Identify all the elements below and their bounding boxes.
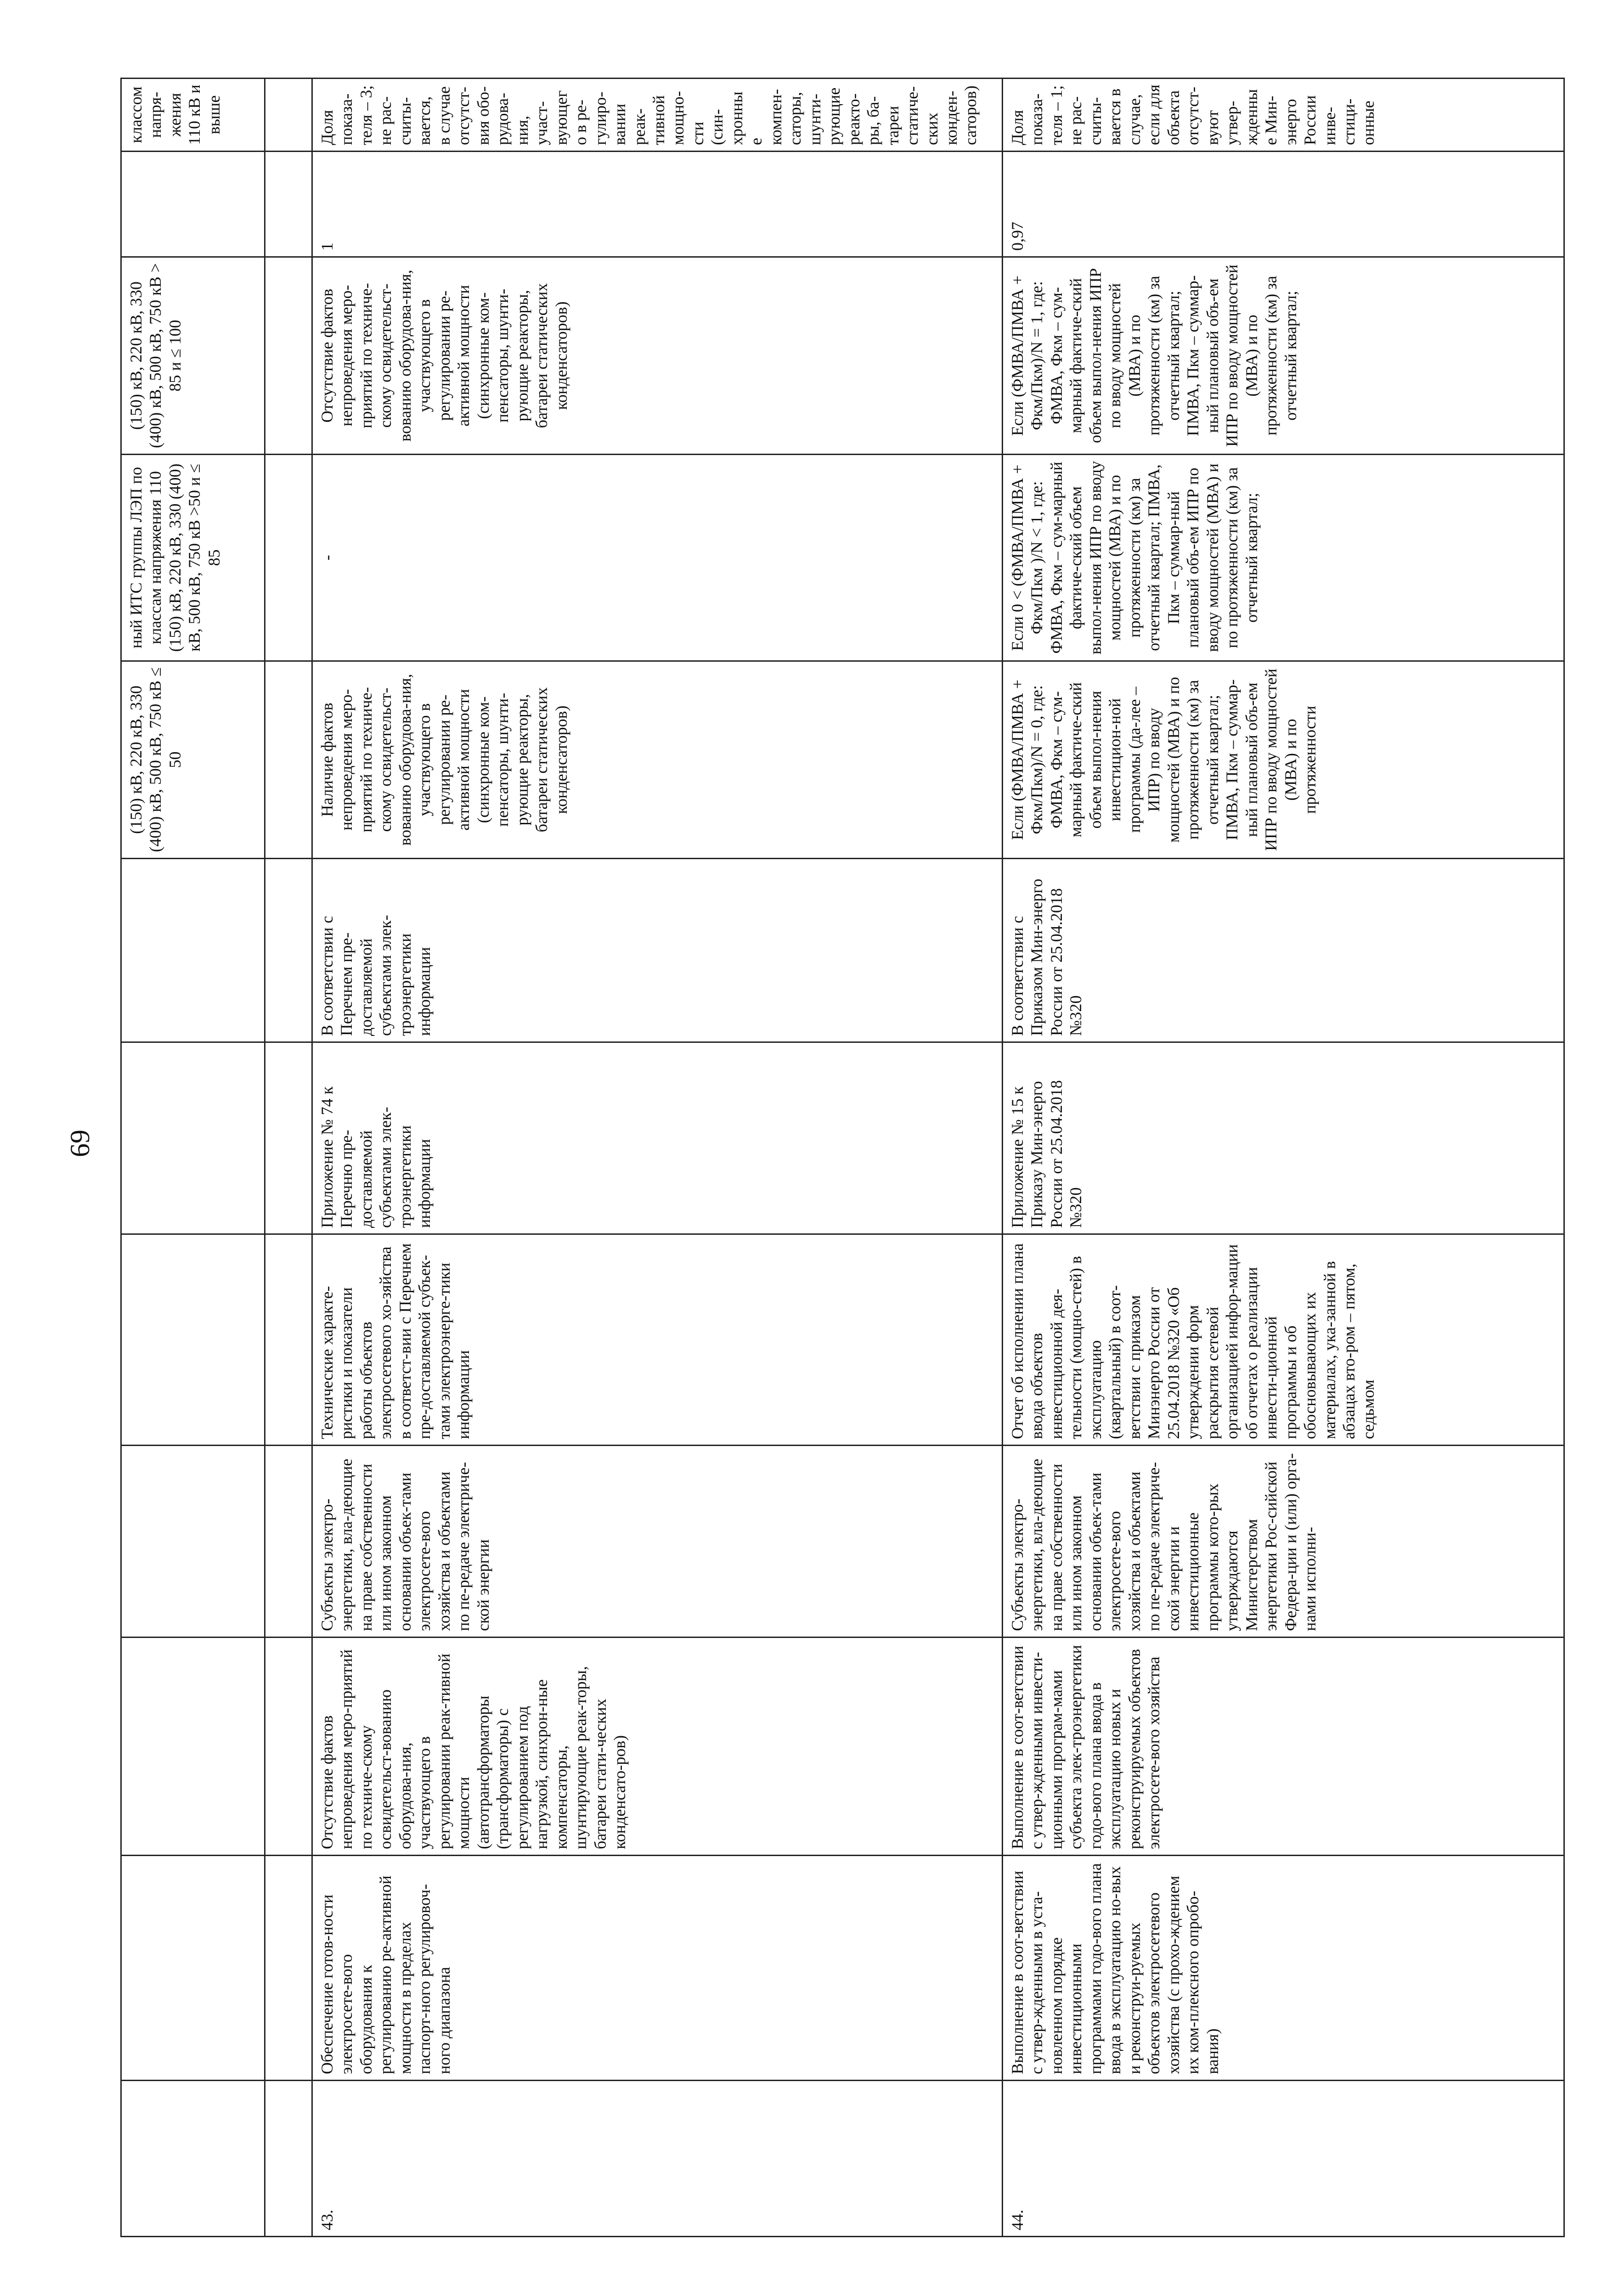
value-mid: - [312,455,1003,661]
indicators-table [120,78,1565,2237]
subjects: Субъекты электро-энергетики, вла-деющие на праве собственности или ином законном основании объек-тами электросете-вого хозяйства и объектами по пе-редаче электриче-ской энергии [312,1446,1003,1638]
header-note: классом напря-жения 110 кВ и выше [121,79,265,152]
subjects: Субъекты электро-энергетики, вла-деющие на праве собственности или ином законном основании объек-тами электросете-вого хозяйства и объектами по пе-редаче электриче-ской энергии и инвестиционные программы кото-рых утверждаются Министерством энергетики Рос-сийской Федера-ции и (или) орга-нами исполни- [1003,1446,1564,1638]
row-number: 43. [312,2081,1003,2237]
cell [265,1856,312,2081]
header-value-mid: ный ИТС группы ЛЭП по классам напряжения 110 (150) кВ, 220 кВ, 330 (400) кВ, 500 кВ, 750 кВ >50 и ≤ 85 [121,455,265,661]
cell [265,152,312,257]
cell [265,257,312,455]
document-form: Приложение № 15 к Приказу Мин-энерго России от 25.04.2018 №320 [1003,1042,1564,1234]
value-high: Если (ФМВА/ПМВА + Фкм/Пкм)/N = 1, где: ФМВА, Фкм – сум-марный фактиче-ский объем выпол-нения ИПР по вводу мощностей (МВА) и по протяженности (км) за отчетный квартал; ПМВА, Пкм – суммар-ный плановый объ-ем ИПР по вводу мощностей (МВА) и по протяженности (км) за отчетный квартал; [1003,257,1564,455]
page-number: 69 [65,1130,95,1157]
data-source: Отчет об исполнении плана ввода объектов инвестиционной дея-тельности (мощно-стей) в эксплуатацию (квартальный) в соот-ветствии с приказом Минэнерго России от 25.04.2018 №320 «Об утверждении форм раскрытия сетевой организацией инфор-мации об отчетах о реализации инвести-ционной программы и об обосновывающих их материалах, ука-занной в абзацах вто-ром – пятом, седьмом [1003,1234,1564,1446]
cell [265,2081,312,2237]
cell [265,1638,312,1856]
value-low: Если (ФМВА/ПМВА + Фкм/Пкм)/N = 0, где: ФМВА, Фкм – сум-марный фактиче-ский объем выпол-нения инвестицион-ной программы (да-лее – ИПР) по вводу мощностей (МВА) и по протяженности (км) за отчетный квартал; ПМВА, Пкм – суммар-ный плановый объ-ем ИПР по вводу мощностей (МВА) и по протяженности [1003,661,1564,859]
header-value-low: (150) кВ, 220 кВ, 330 (400) кВ, 500 кВ, 750 кВ ≤ 50 [121,661,265,859]
note: Доля показа-теля – 3; не рас-считы-вается, в случае отсутст-вия обо-рудова-ния, участ-вующего в ре-гулиро-вании реак-тивной мощно-сти (син-хронные компен-саторы, шунти-рующие реакто-ры, ба-тареи статиче-ских конден-саторов) [312,79,1003,152]
note: Доля показа-теля – 1; не рас-считы-вается в случае, если для объекта отсутст-вуют утвер-жденные Мин-энерго России инве-стици-онные [1003,79,1564,152]
document-form: Приложение № 74 к Перечню пре-доставляемой субъектами элек-троэнергетики информации [312,1042,1003,1234]
table-row-spacer [265,79,312,2237]
cell [121,1042,265,1234]
basis: В соответствии с Перечнем пре-доставляемой субъектами элек-троэнергетики информации [312,859,1003,1042]
cell [265,1042,312,1234]
cell [121,1856,265,2081]
cell [265,1234,312,1446]
cell [265,859,312,1042]
cell [121,152,265,257]
value-low: Наличие фактов непроведения меро-приятий по техниче-скому освидетельст-вованию оборудова-ния, участвующего в регулировании ре-активной мощности (синхронные ком-пенсаторы, шунти-рующие реакторы, батареи статических конденсаторов) [312,661,1003,859]
cell [265,661,312,859]
value-high: Отсутствие фактов непроведения меро-приятий по техниче-скому освидетельст-вованию оборудова-ния, участвующего в регулировании ре-активной мощности (синхронные ком-пенсаторы, шунти-рующие реакторы, батареи статических конденсаторов) [312,257,1003,455]
table-row-header-continuation [121,79,265,2237]
indicator-name: Выполнение в соот-ветствии с утвер-жденными в уста-новленном порядке инвестиционными программами годо-вого плана ввода в эксплуатацию но-вых и реконструи-руемых объектов электросетевого хозяйства (с прохо-ждением их ком-плексного опробо-вания) [1003,1856,1564,2081]
weight: 1 [312,152,1003,257]
cell [265,79,312,152]
weight: 0,97 [1003,152,1564,257]
cell [121,1638,265,1856]
header-value-high: (150) кВ, 220 кВ, 330 (400) кВ, 500 кВ, 750 кВ > 85 и ≤ 100 [121,257,265,455]
rotated-table-sheet [120,79,1533,2237]
row-number: 44. [1003,2081,1564,2237]
data-source: Технические характе-ристики и показатели работы объектов электросетевого хо-зяйства в соответст-вии с Перечнем пре-доставляемой субъек-тами электроэнерге-тики информации [312,1234,1003,1446]
cell [121,1234,265,1446]
cell [265,1446,312,1638]
criterion: Отсутствие фактов непроведения меро-приятий по техниче-скому освидетельст-вованию оборудова-ния, участвующего в регулировании реак-тивной мощности (автотрансформаторы (трансформаторы) с регулированием под нагрузкой, синхрон-ные компенсаторы, шунтирующие реак-торы, батареи стати-ческих конденсато-ров) [312,1638,1003,1856]
cell [121,859,265,1042]
table-row [312,79,1003,2237]
cell [121,1446,265,1638]
criterion: Выполнение в соот-ветствии с утвер-жденными инвести-ционными програм-мами субъекта элек-троэнергетики годо-вого плана ввода в эксплуатацию новых и реконструируемых объектов электросете-вого хозяйства [1003,1638,1564,1856]
value-mid: Если 0 < (ФМВА/ПМВА + Фкм/Пкм )/N < 1, где: ФМВА, Фкм – сум-марный фактиче-ский объем выпол-нения ИПР по вводу мощностей (МВА) и по протяженности (км) за отчетный квартал; ПМВА, Пкм – суммар-ный плановый объ-ем ИПР по вводу мощностей (МВА) и по протяженности (км) за отчетный квартал; [1003,455,1564,661]
table-row [1003,79,1564,2237]
cell [265,455,312,661]
cell [121,2081,265,2237]
basis: В соответствии с Приказом Мин-энерго России от 25.04.2018 №320 [1003,859,1564,1042]
indicator-name: Обеспечение готов-ности электросете-вого оборудования к регулированию ре-активной мощности в пределах паспорт-ного регулировоч-ного диапазона [312,1856,1003,2081]
